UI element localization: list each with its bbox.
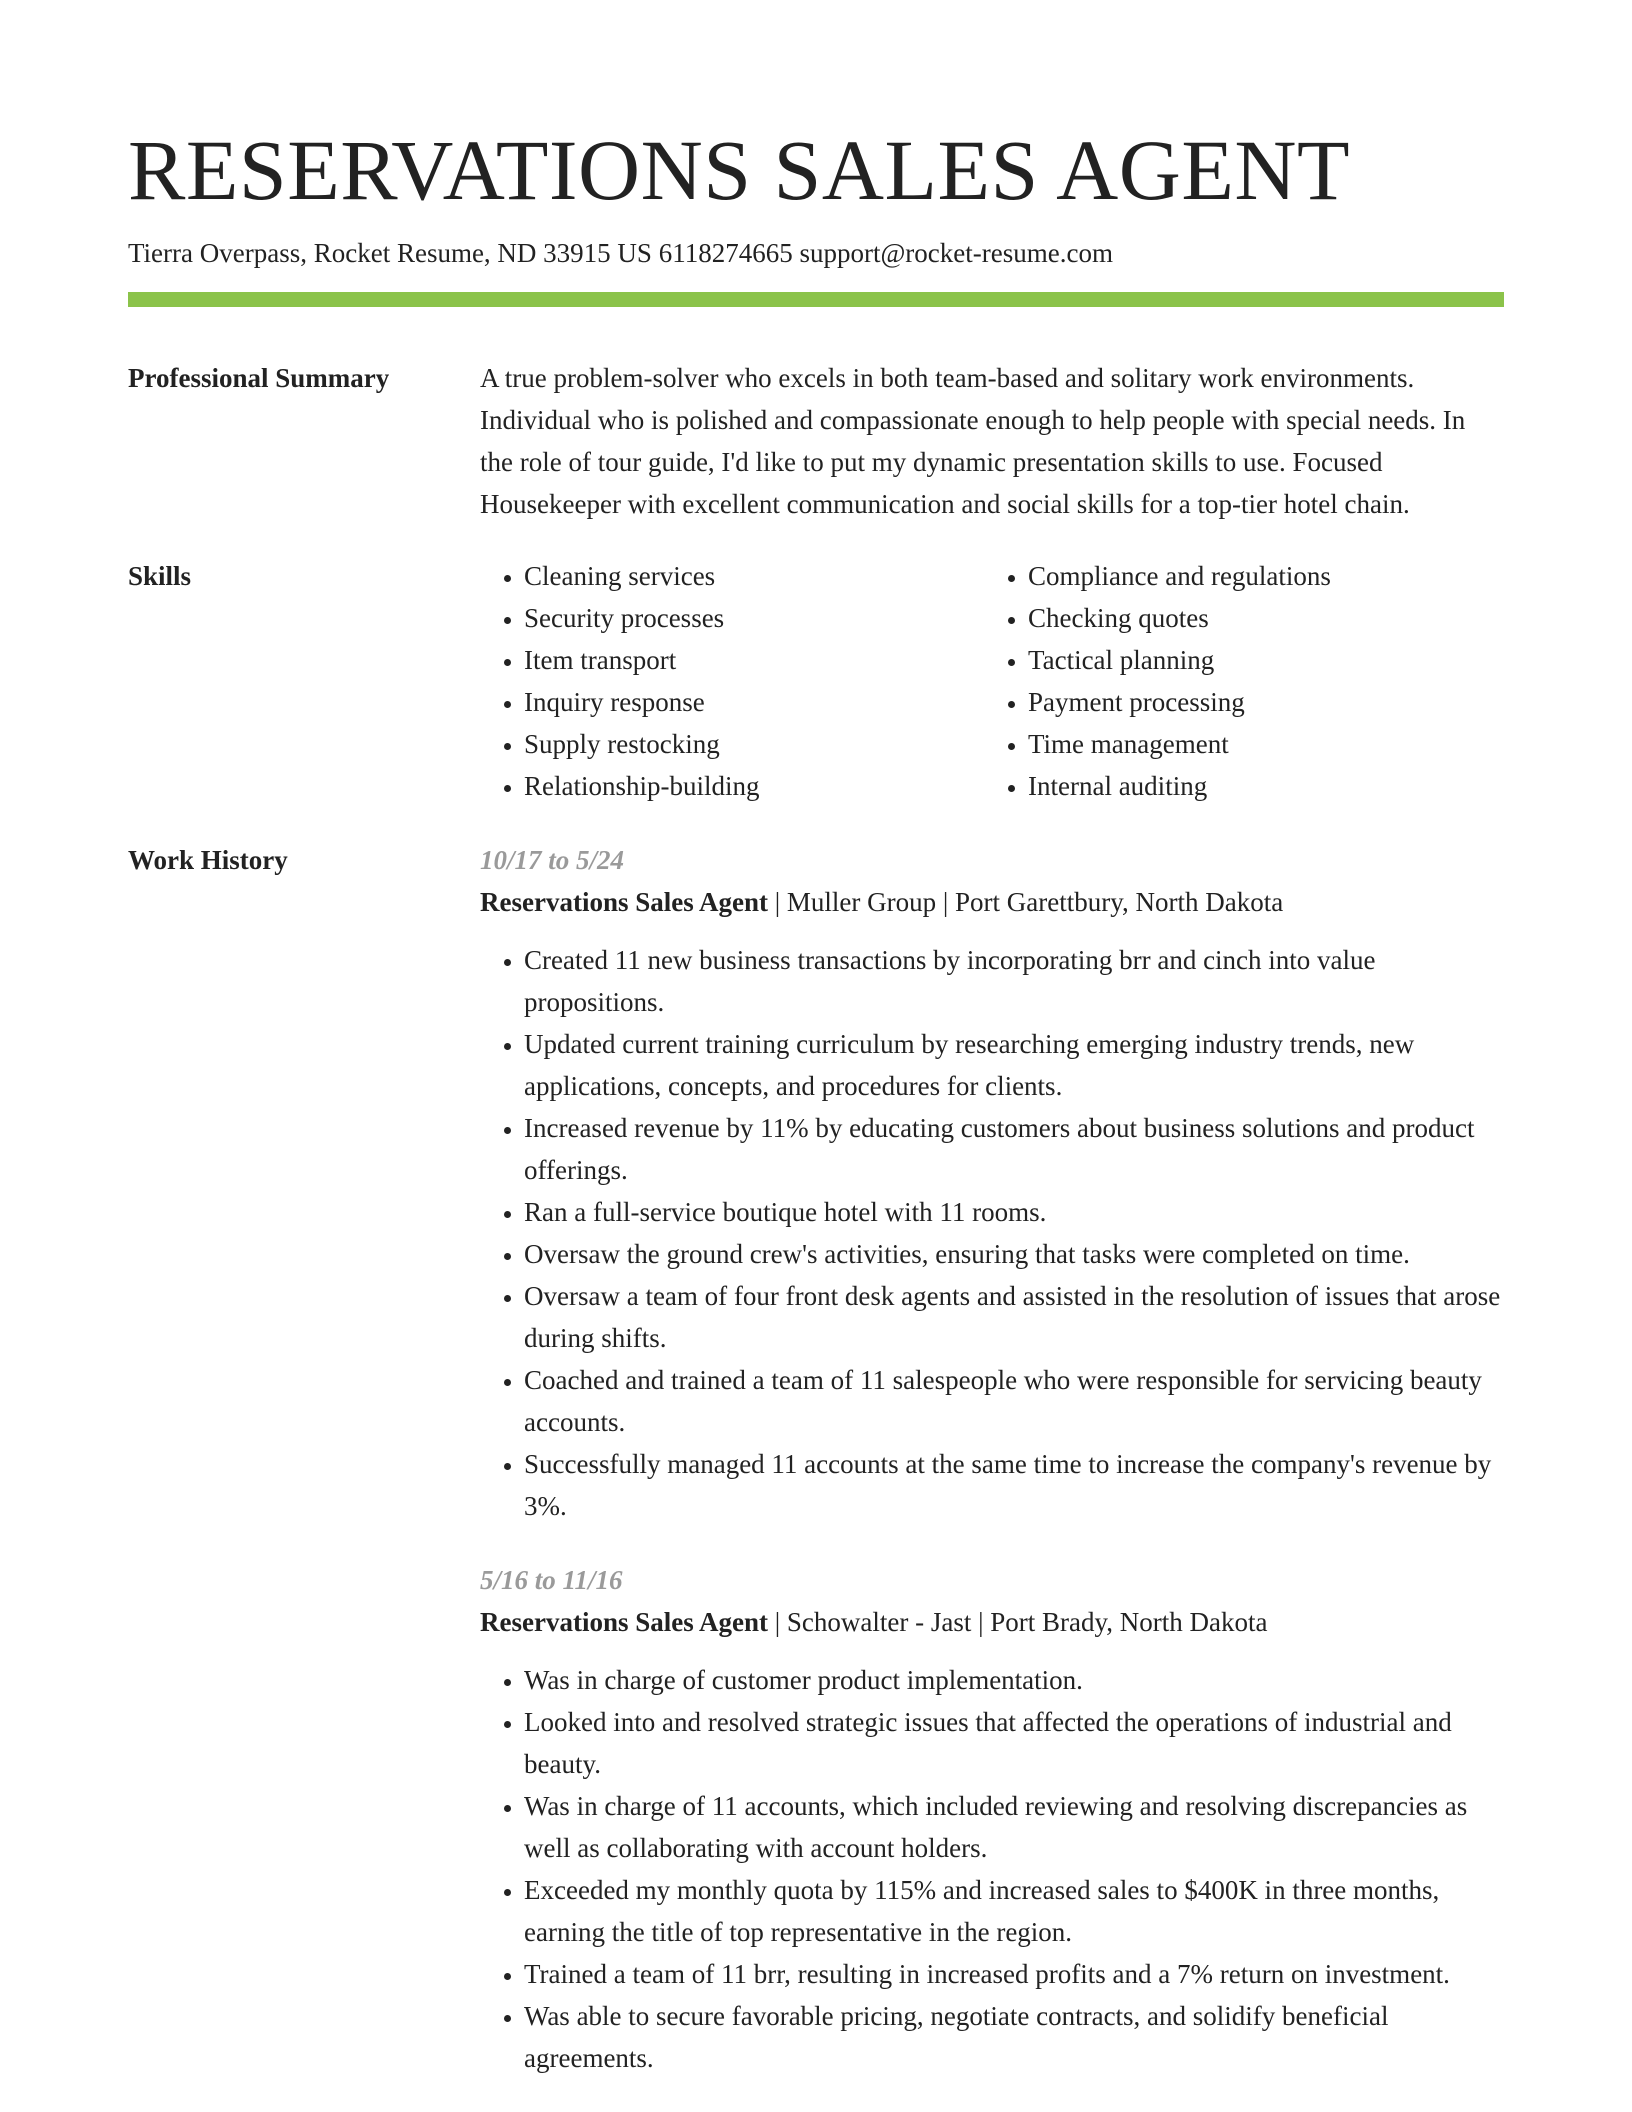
skill-item: • Tactical planning (1028, 639, 1488, 681)
contact-line: Tierra Overpass, Rocket Resume, ND 33915 US 6118274665 support@rocket-resume.com (128, 238, 1113, 268)
work-history-section (128, 839, 1504, 2079)
job-bullet: • Was able to secure favorable pricing, negotiate contracts, and solidify beneficial agreements. (524, 1995, 1504, 2079)
job-bullet: • Was in charge of customer product implementation. (524, 1659, 1504, 1701)
job-bullet: • Oversaw a team of four front desk agents and assisted in the resolution of issues that arose during shifts. (524, 1275, 1504, 1359)
job-bullet: • Successfully managed 11 accounts at the same time to increase the company's revenue by 3%. (524, 1443, 1504, 1527)
resume-title: RESERVATIONS SALES AGENT (128, 122, 1351, 218)
professional-summary-section (128, 357, 1504, 525)
skill-item: • Relationship-building (524, 765, 984, 807)
job-bullet: • Oversaw the ground crew's activities, ensuring that tasks were completed on time. (524, 1233, 1504, 1275)
job-bullet: • Was in charge of 11 accounts, which included reviewing and resolving discrepancies as well as collaborating with account holders. (524, 1785, 1504, 1869)
skills-section (128, 555, 1504, 807)
section-label-summary: Professional Summary (128, 363, 390, 393)
job-details: | Schowalter - Jast | Port Brady, North Dakota (767, 1607, 1268, 1637)
job-title: Reservations Sales Agent (480, 887, 768, 917)
job-entry (480, 839, 1504, 1527)
skills-columns (480, 555, 1504, 807)
skill-item: • Cleaning services (524, 555, 984, 597)
job-dates: 5/16 to 11/16 (480, 1565, 623, 1595)
skill-item: • Time management (1028, 723, 1488, 765)
job-bullet-list (480, 939, 1504, 1527)
summary-text: A true problem-solver who excels in both team-based and solitary work environments. Individual who is polished and compassionate enough to help people with special needs. In the role of tour guide, I'd like to put my dynamic presentation skills to use. Focused Housekeeper with excellent communication and social skills for a top-tier hotel chain. (480, 363, 1466, 519)
resume-page (128, 0, 1504, 2079)
job-bullet: • Trained a team of 11 brr, resulting in increased profits and a 7% return on investment. (524, 1953, 1504, 1995)
skill-item: • Security processes (524, 597, 984, 639)
work-history-body (480, 839, 1504, 2079)
job-bullet: • Looked into and resolved strategic issues that affected the operations of industrial and beauty. (524, 1701, 1504, 1785)
job-bullet-list (480, 1659, 1504, 2079)
skills-list-left (480, 555, 984, 807)
skills-list-right (984, 555, 1488, 807)
job-bullet: • Updated current training curriculum by researching emerging industry trends, new applications, concepts, and procedures for clients. (524, 1023, 1504, 1107)
job-entry (480, 1559, 1504, 2079)
skill-item: • Internal auditing (1028, 765, 1488, 807)
skill-item: • Supply restocking (524, 723, 984, 765)
skill-item: • Payment processing (1028, 681, 1488, 723)
job-bullet: • Increased revenue by 11% by educating customers about business solutions and product offerings. (524, 1107, 1504, 1191)
job-bullet: • Ran a full-service boutique hotel with 11 rooms. (524, 1191, 1504, 1233)
job-title: Reservations Sales Agent (480, 1607, 768, 1637)
job-dates: 10/17 to 5/24 (480, 845, 625, 875)
skill-item: • Item transport (524, 639, 984, 681)
section-label-skills: Skills (128, 561, 192, 591)
job-heading (480, 1601, 1504, 1643)
job-heading (480, 881, 1504, 923)
header-divider (128, 292, 1504, 307)
job-bullet: • Coached and trained a team of 11 salespeople who were responsible for servicing beauty accounts. (524, 1359, 1504, 1443)
job-bullet: • Exceeded my monthly quota by 115% and increased sales to $400K in three months, earning the title of top representative in the region. (524, 1869, 1504, 1953)
skill-item: • Inquiry response (524, 681, 984, 723)
skill-item: • Compliance and regulations (1028, 555, 1488, 597)
job-bullet: • Created 11 new business transactions by incorporating brr and cinch into value propositions. (524, 939, 1504, 1023)
skill-item: • Checking quotes (1028, 597, 1488, 639)
job-details: | Muller Group | Port Garettbury, North Dakota (767, 887, 1284, 917)
section-label-work-history: Work History (128, 845, 288, 875)
